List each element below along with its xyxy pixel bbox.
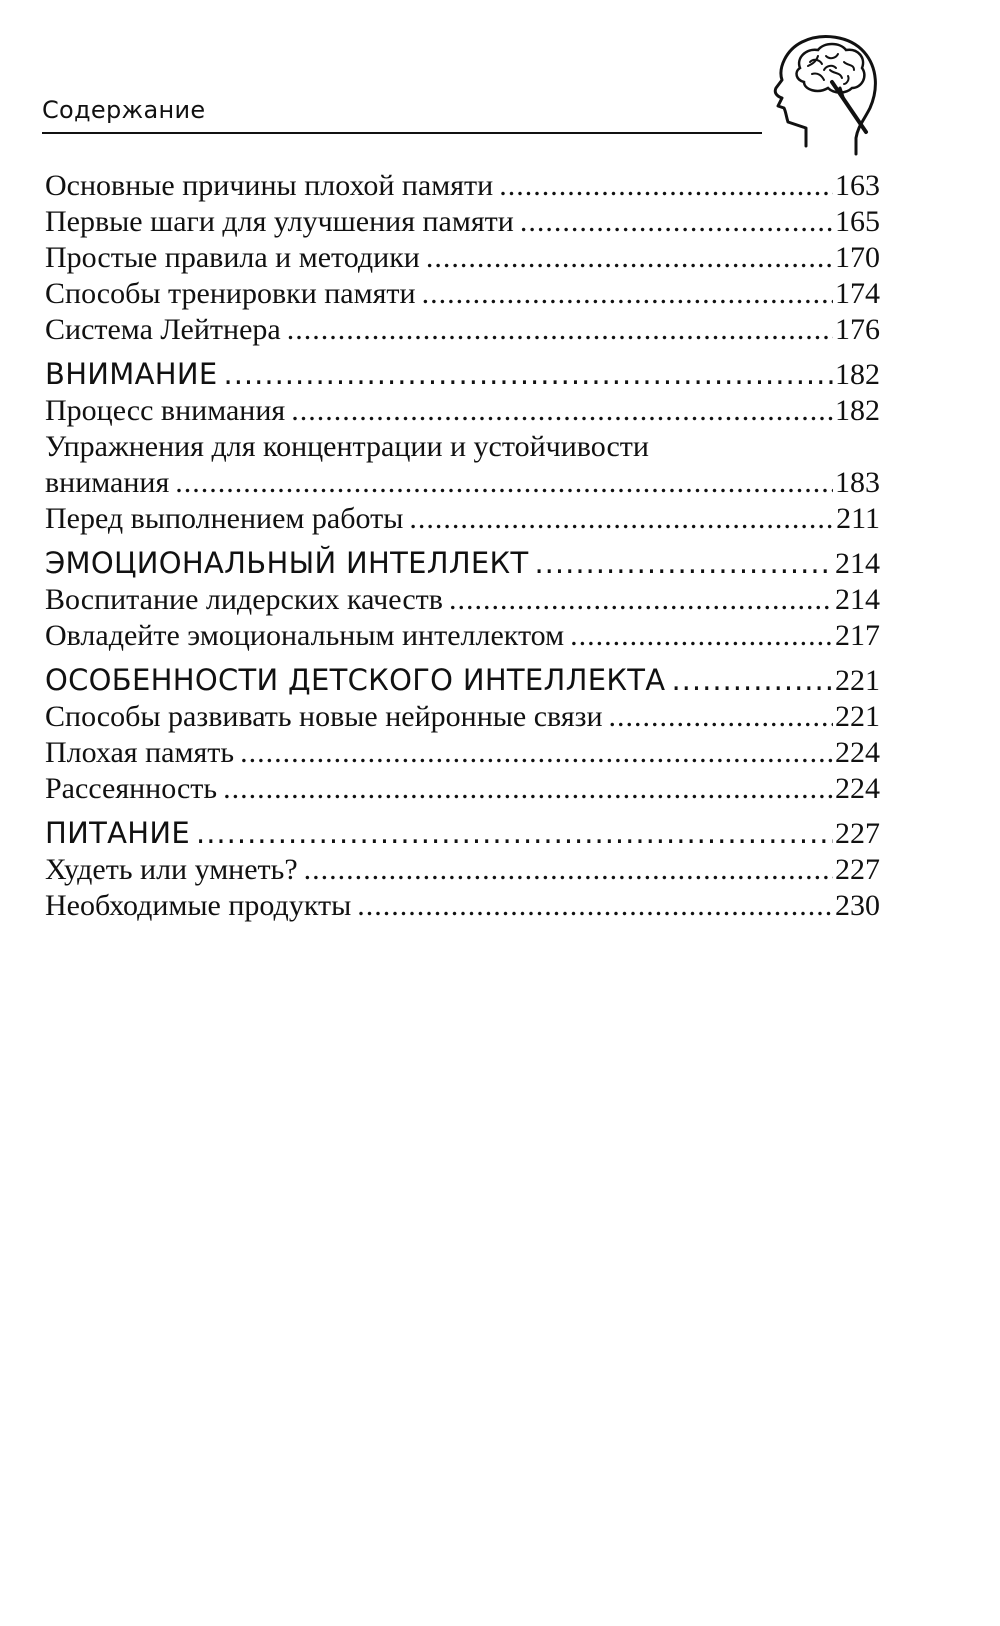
toc-page-number: 176 <box>835 313 880 346</box>
toc-page-number: 227 <box>835 853 880 886</box>
toc-entry-row <box>45 168 880 204</box>
dot-leader <box>422 276 833 312</box>
dot-leader <box>671 662 833 698</box>
dot-leader <box>287 312 833 348</box>
toc-entry-row <box>45 852 880 888</box>
toc-section-row <box>45 356 880 393</box>
toc-entry-title: Система Лейтнера <box>45 313 281 346</box>
toc-entry-title-line: Упражнения для концентрации и устойчивости <box>45 430 649 463</box>
dot-leader <box>291 393 833 429</box>
toc-page-number: 217 <box>835 619 880 652</box>
toc-section-row <box>45 815 880 852</box>
head-with-brain-icon <box>766 28 884 158</box>
toc-entry-row <box>45 240 880 276</box>
toc-page-number: 214 <box>835 583 880 616</box>
running-header <box>42 92 762 134</box>
dot-leader <box>609 699 833 735</box>
dot-leader <box>175 465 833 501</box>
table-of-contents <box>45 168 880 924</box>
toc-page-number: 224 <box>835 736 880 769</box>
toc-entry-row <box>45 699 880 735</box>
dot-leader <box>304 852 833 888</box>
toc-entry-title: внимания <box>45 466 170 499</box>
toc-entry-title: Худеть или умнеть? <box>45 853 298 886</box>
toc-entry-row <box>45 465 880 501</box>
toc-page-number: 182 <box>835 394 880 427</box>
toc-page-number: 221 <box>835 700 880 733</box>
toc-entry-row <box>45 501 880 537</box>
dot-leader <box>240 735 833 771</box>
dot-leader <box>520 204 833 240</box>
toc-entry-row <box>45 771 880 807</box>
dot-leader <box>449 582 833 618</box>
toc-entry-title: Процесс внимания <box>45 394 286 427</box>
toc-page-number: 170 <box>835 241 880 274</box>
header-title: Содержание <box>42 96 206 124</box>
dot-leader <box>426 240 833 276</box>
toc-entry-row <box>45 618 880 654</box>
toc-entry-row <box>45 582 880 618</box>
dot-leader <box>223 356 833 392</box>
toc-entry-title: Способы развивать новые нейронные связи <box>45 700 603 733</box>
toc-page-number: 163 <box>835 169 880 202</box>
toc-page-number: 230 <box>835 889 880 922</box>
toc-entry-row <box>45 276 880 312</box>
toc-entry-title: Способы тренировки памяти <box>45 277 416 310</box>
toc-entry-row <box>45 312 880 348</box>
toc-entry-row <box>45 888 880 924</box>
dot-leader <box>196 815 833 851</box>
toc-page-number: 183 <box>835 466 880 499</box>
toc-section-title: ОСОБЕННОСТИ ДЕТСКОГО ИНТЕЛЛЕКТА <box>45 663 666 697</box>
toc-entry-row <box>45 735 880 771</box>
toc-entry-title: Первые шаги для улучшения памяти <box>45 205 514 238</box>
dot-leader <box>409 501 834 537</box>
dot-leader <box>499 168 833 204</box>
dot-leader <box>570 618 833 654</box>
toc-entry-title: Перед выполнением работы <box>45 502 404 535</box>
toc-section-title: ПИТАНИЕ <box>45 816 190 850</box>
toc-page-number: 174 <box>835 277 880 310</box>
toc-section-title: ЭМОЦИОНАЛЬНЫЙ ИНТЕЛЛЕКТ <box>45 546 529 580</box>
toc-entry-title: Плохая память <box>45 736 235 769</box>
dot-leader <box>357 888 833 924</box>
toc-page-number: 165 <box>835 205 880 238</box>
toc-entry-title: Простые правила и методики <box>45 241 420 274</box>
toc-section-title: ВНИМАНИЕ <box>45 357 218 391</box>
toc-entry-title: Воспитание лидерских качеств <box>45 583 443 616</box>
dot-leader <box>223 771 833 807</box>
toc-section-row <box>45 662 880 699</box>
toc-entry-row <box>45 393 880 429</box>
toc-page-number: 224 <box>835 772 880 805</box>
toc-entry-title: Рассеянность <box>45 772 218 805</box>
toc-page-number: 182 <box>835 358 880 391</box>
toc-page-number: 214 <box>835 547 880 580</box>
toc-entry-title: Основные причины плохой памяти <box>45 169 494 202</box>
toc-page-number: 221 <box>835 664 880 697</box>
toc-entry-title: Овладейте эмоциональным интеллектом <box>45 619 565 652</box>
toc-entry-title: Необходимые продукты <box>45 889 352 922</box>
toc-page-number: 211 <box>836 502 880 535</box>
toc-page-number: 227 <box>835 817 880 850</box>
toc-section-row <box>45 545 880 582</box>
toc-entry-row <box>45 204 880 240</box>
dot-leader <box>534 545 833 581</box>
